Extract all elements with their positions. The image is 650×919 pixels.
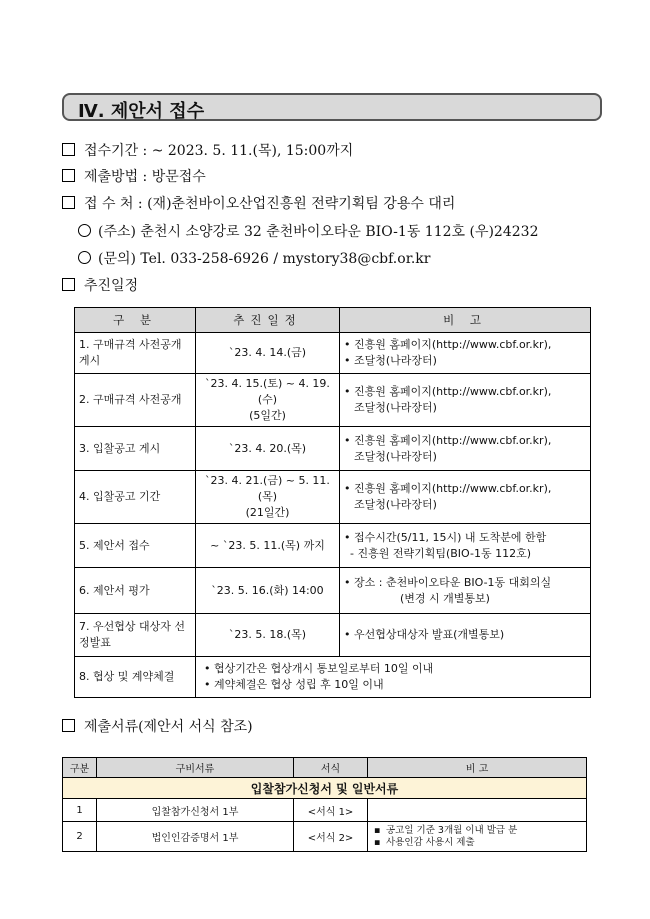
row-note: • 장소 : 춘천바이오타운 BIO-1동 대회의실 (변경 시 개별통보): [340, 568, 591, 614]
row-date: `23. 5. 18.(목): [196, 614, 340, 657]
docs-subheader-row: [63, 778, 587, 799]
row-note: • 우선협상대상자 발표(개별통보): [340, 614, 591, 657]
table-row: [63, 822, 587, 852]
row-note: • 진흥원 홈페이지(http://www.cbf.or.kr), 조달청(나라장터): [340, 427, 591, 471]
receipt-contact: 접 수 처 : (재)춘천바이오산업진흥원 전략기획팀 강용수 대리: [62, 193, 455, 213]
row-name: 7. 우선협상 대상자 선정발표: [75, 614, 196, 657]
table-row: [75, 524, 591, 568]
table-row: [75, 333, 591, 374]
row-merged-note: • 협상기간은 협상개시 통보일로부터 10일 이내 • 계약체결은 협상 성립 후 10일 이내: [196, 657, 591, 698]
header-remarks: 비 고: [340, 308, 591, 333]
row-date: `23. 4. 15.(토) ~ 4. 19.(수) (5일간): [196, 374, 340, 427]
row-name: 1. 구매규격 사전공개 게시: [75, 333, 196, 374]
header-document: 구비서류: [97, 758, 294, 778]
row-date: `23. 4. 20.(목): [196, 427, 340, 471]
doc-name: 법인인감증명서 1부: [97, 822, 294, 852]
row-note: • 진흥원 홈페이지(http://www.cbf.or.kr), 조달청(나라장터): [340, 471, 591, 524]
checkbox-square-icon: [62, 143, 75, 156]
row-name: 8. 협상 및 계약체결: [75, 657, 196, 698]
row-note: • 접수시간(5/11, 15시) 내 도착분에 한함 - 진흥원 전략기획팀(BIO-1동 112호): [340, 524, 591, 568]
doc-form: <서식 1>: [294, 799, 368, 822]
row-date: `23. 4. 21.(금) ~ 5. 11.(목) (21일간): [196, 471, 340, 524]
checkbox-square-icon: [62, 169, 75, 182]
row-name: 3. 입찰공고 게시: [75, 427, 196, 471]
table-row: [75, 568, 591, 614]
doc-form: <서식 2>: [294, 822, 368, 852]
doc-no: 1: [63, 799, 97, 822]
header-form: 서식: [294, 758, 368, 778]
table-row: [75, 471, 591, 524]
row-date: `23. 5. 16.(화) 14:00: [196, 568, 340, 614]
schedule-header-row: [75, 308, 591, 333]
row-name: 4. 입찰공고 기간: [75, 471, 196, 524]
submission-method: 제출방법 : 방문접수: [62, 166, 206, 186]
docs-label: 제출서류(제안서 서식 참조): [62, 716, 253, 736]
table-row: [75, 614, 591, 657]
row-date: `23. 4. 14.(금): [196, 333, 340, 374]
circle-bullet-icon: [78, 224, 91, 237]
address-line: (주소) 춘천시 소양강로 32 춘천바이오타운 BIO-1동 112호 (우)24232: [78, 221, 538, 241]
section-header: [62, 93, 602, 121]
doc-notes: ▪ 공고일 기준 3개월 이내 발급 분 ▪ 사용인감 사용시 제출: [368, 822, 587, 852]
checkbox-square-icon: [62, 719, 75, 732]
receipt-period: 접수기간 : ~ 2023. 5. 11.(목), 15:00까지: [62, 140, 353, 160]
row-note: • 진흥원 홈페이지(http://www.cbf.or.kr), 조달청(나라장터): [340, 374, 591, 427]
row-name: 6. 제안서 평가: [75, 568, 196, 614]
row-name: 5. 제안서 접수: [75, 524, 196, 568]
header-category: 구 분: [75, 308, 196, 333]
checkbox-square-icon: [62, 278, 75, 291]
circle-bullet-icon: [78, 251, 91, 264]
table-row: [75, 427, 591, 471]
row-note: • 진흥원 홈페이지(http://www.cbf.or.kr), • 조달청(나라장터): [340, 333, 591, 374]
checkbox-square-icon: [62, 196, 75, 209]
docs-subheader: 입찰참가신청서 및 일반서류: [63, 778, 587, 799]
doc-name: 입찰참가신청서 1부: [97, 799, 294, 822]
row-name: 2. 구매규격 사전공개: [75, 374, 196, 427]
table-row: [63, 799, 587, 822]
doc-notes: [368, 799, 587, 822]
inquiry-line: (문의) Tel. 033-258-6926 / mystory38@cbf.or.kr: [78, 248, 430, 268]
header-remarks: 비 고: [368, 758, 587, 778]
section-title: Ⅳ. 제안서 접수: [78, 101, 205, 122]
header-schedule: 추진일정: [196, 308, 340, 333]
schedule-label: 추진일정: [62, 275, 138, 295]
table-row: [75, 657, 591, 698]
schedule-table: [74, 307, 591, 698]
docs-header-row: [63, 758, 587, 778]
documents-table: [62, 757, 587, 852]
row-date: ~ `23. 5. 11.(목) 까지: [196, 524, 340, 568]
table-row: [75, 374, 591, 427]
header-no: 구분: [63, 758, 97, 778]
doc-no: 2: [63, 822, 97, 852]
